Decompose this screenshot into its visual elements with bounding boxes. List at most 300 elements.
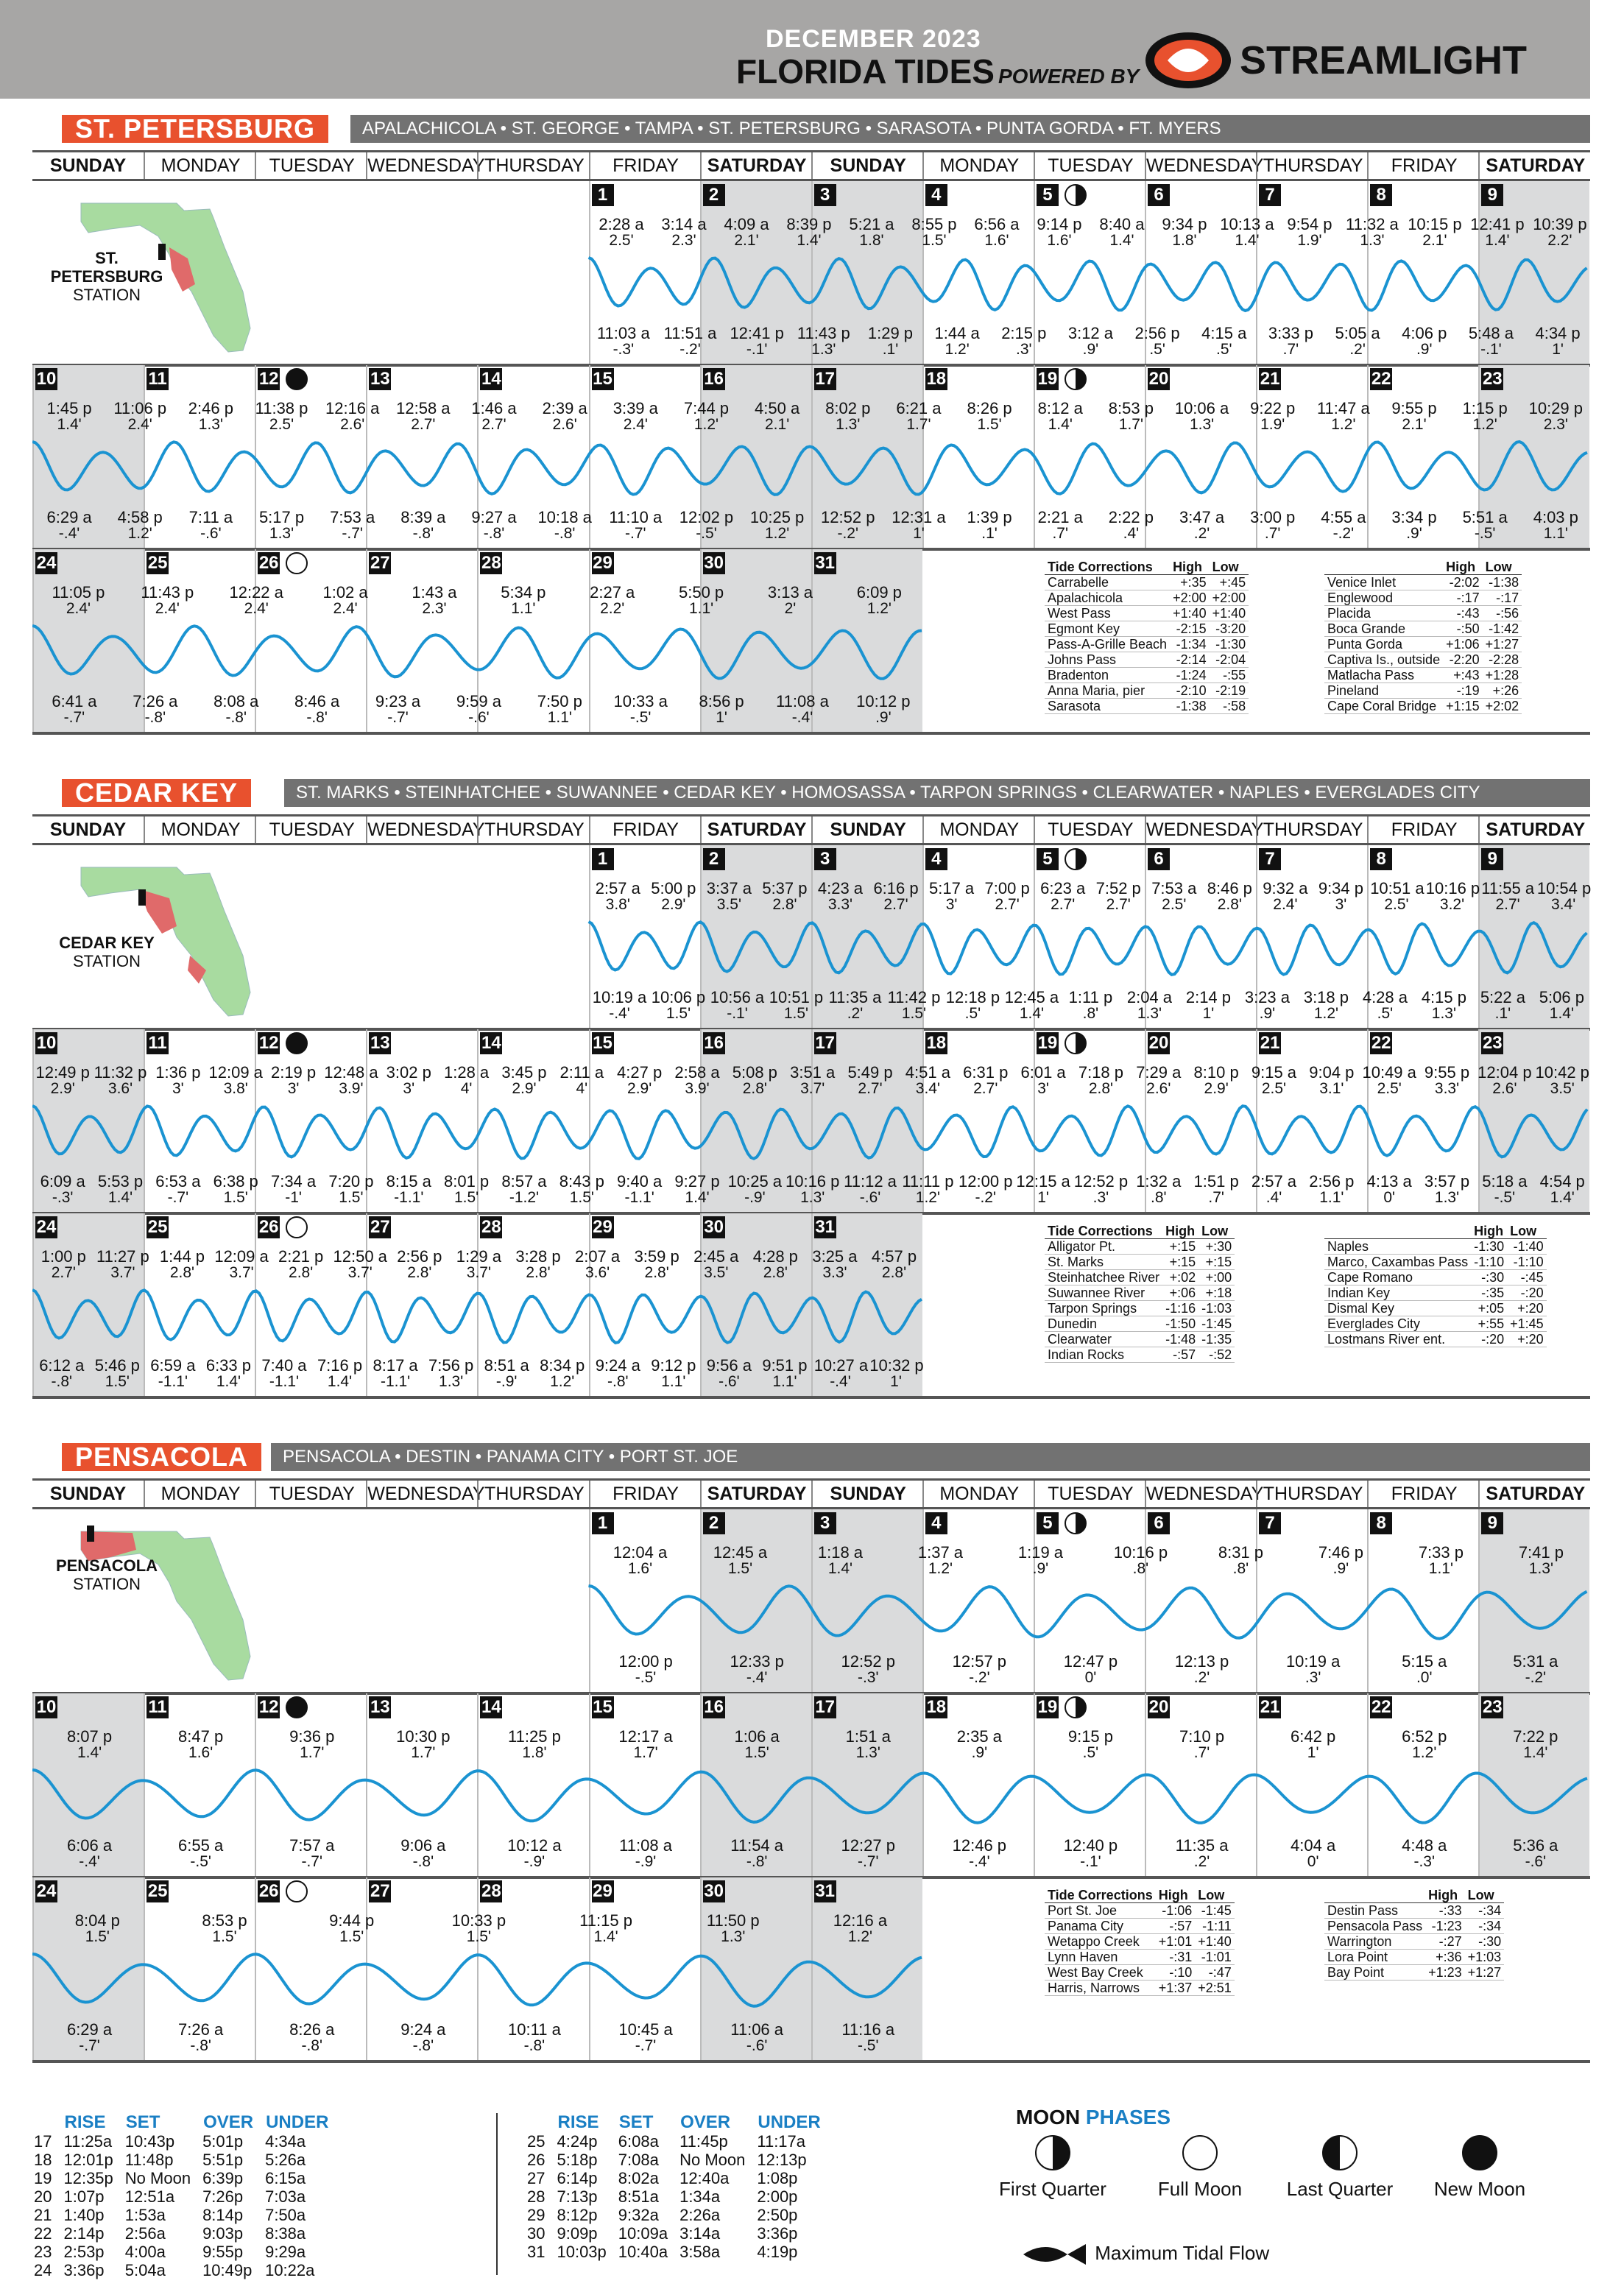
low-tide-label <box>389 509 457 542</box>
tide-time: 5:18 a <box>1482 1172 1528 1191</box>
tide-time: 1:44 a <box>934 324 980 342</box>
tide-height: 2.8' <box>169 1264 195 1281</box>
corrections-cell: Pineland <box>1324 683 1443 699</box>
tide-time: 12:48 a <box>324 1063 378 1082</box>
tide-height: -.7' <box>301 1853 322 1870</box>
high-tide-label <box>1380 401 1448 433</box>
corrections-cell: -2:19 <box>1210 683 1249 699</box>
tide-wave <box>32 442 1587 495</box>
tide-height: 2.2' <box>1547 232 1572 249</box>
tide-time: 5:15 a <box>1402 1652 1447 1671</box>
moon-table-row <box>34 2151 339 2168</box>
day-number: 3 <box>814 848 836 870</box>
tide-height: .9' <box>1332 1560 1349 1577</box>
day-number: 27 <box>370 1217 390 1237</box>
tide-height: 3.1' <box>1319 1080 1344 1097</box>
tide-time: 3:37 a <box>706 879 752 897</box>
high-tide-label <box>569 585 655 617</box>
low-tide-label <box>1148 1654 1256 1686</box>
tide-time: 1:02 a <box>322 583 368 602</box>
tide-corrections-table <box>1324 1224 1547 1347</box>
tide-height: 3.3' <box>827 896 853 913</box>
moon-table-cell: 6:15a <box>265 2169 306 2187</box>
tide-height: 1.5' <box>105 1373 130 1390</box>
day-number: 12 <box>258 1033 279 1053</box>
corrections-row <box>1324 1255 1547 1270</box>
tide-height: 1.1' <box>1319 1189 1344 1206</box>
tide-time: 11:43 p <box>141 583 194 602</box>
tide-height: 2.7' <box>411 416 436 433</box>
tide-time: 10:15 p <box>1408 215 1462 233</box>
high-tide-label <box>1426 881 1479 913</box>
tide-time: 11:32 p <box>93 1063 147 1082</box>
tide-height: .7' <box>1208 1189 1224 1206</box>
low-tide-label <box>1481 1838 1589 1870</box>
tide-height: 1.7' <box>300 1744 325 1761</box>
low-tide-label <box>460 509 528 542</box>
low-tide-label <box>1192 325 1256 358</box>
tide-height: 1.6' <box>1047 232 1072 249</box>
low-tide-label <box>886 990 942 1022</box>
tide-height: -.6' <box>468 709 490 726</box>
tide-height: 2.3' <box>671 232 696 249</box>
day-number: 31 <box>815 1881 836 1901</box>
tide-height: 3' <box>1335 896 1347 913</box>
tide-time: 11:55 a <box>1481 879 1535 897</box>
moon-table-cell: 10:43p <box>124 2132 175 2151</box>
low-tide-label <box>703 1838 811 1870</box>
tide-time: 9:55 p <box>1391 399 1437 417</box>
high-tide-label <box>592 1545 689 1577</box>
tide-time: 6:33 p <box>205 1356 251 1375</box>
tide-height: -.7' <box>79 2037 100 2054</box>
corrections-cell: +1:23 <box>1425 1965 1465 1981</box>
corrections-cell: Apalachicola <box>1045 590 1170 606</box>
tide-height: 1.8' <box>1172 232 1197 249</box>
tide-time: 7:53 a <box>1151 879 1197 897</box>
tide-time: 9:14 p <box>1037 215 1082 233</box>
low-tide-label <box>439 694 518 726</box>
tide-height: 2.8' <box>881 1264 907 1281</box>
tide-time: 6:41 a <box>52 692 97 710</box>
moon-table-cell: 6:08a <box>618 2132 659 2151</box>
high-tide-label <box>319 401 386 433</box>
tide-time: 9:51 p <box>762 1356 808 1375</box>
low-tide-label <box>1459 325 1523 358</box>
corrections-header: Low <box>1465 1888 1505 1903</box>
high-tide-label <box>369 1729 477 1761</box>
tide-height: 1.2' <box>1472 416 1497 433</box>
day-name: SATURDAY <box>1478 1481 1591 1507</box>
high-tide-label <box>554 1065 609 1097</box>
tide-time: 9:44 p <box>329 1911 375 1930</box>
tide-time: 7:18 p <box>1078 1063 1124 1082</box>
high-tide-label <box>814 1729 922 1761</box>
tide-height: .9' <box>1406 525 1422 542</box>
tide-height: .9' <box>1259 1005 1276 1022</box>
tide-time: 12:09 a <box>208 1063 263 1082</box>
tide-height: -.9' <box>495 1373 518 1390</box>
tide-height: 3.6' <box>585 1264 610 1281</box>
tide-height: 1' <box>890 1373 902 1390</box>
tide-height: 0' <box>1084 1669 1097 1686</box>
tide-height: 2.7' <box>858 1080 883 1097</box>
high-tide-label <box>1204 881 1257 913</box>
day-name: MONDAY <box>144 817 256 843</box>
tide-height: 2.8' <box>407 1264 432 1281</box>
tide-height: 2.5' <box>1377 1080 1402 1097</box>
high-tide-label <box>1154 216 1214 249</box>
tide-time: 4:55 a <box>1321 508 1366 526</box>
tide-height: .7' <box>1052 525 1068 542</box>
tide-height: 1.4' <box>107 1189 133 1206</box>
tide-height: -1.1' <box>158 1373 188 1390</box>
tide-time: 9:24 a <box>400 2020 446 2039</box>
tide-time: 8:43 p <box>559 1172 604 1191</box>
day-number: 28 <box>481 1881 501 1901</box>
tide-time: 9:23 a <box>375 692 421 710</box>
tide-time: 9:56 a <box>706 1356 752 1375</box>
tide-time: 8:53 p <box>202 1911 247 1930</box>
low-tide-label <box>592 2022 700 2054</box>
city-list: PENSACOLA • DESTIN • PANAMA CITY • PORT ST. JOE <box>271 1443 1590 1471</box>
corrections-row <box>1045 652 1249 668</box>
high-tide-label <box>1305 1065 1359 1097</box>
low-tide-label <box>1239 509 1307 542</box>
first-quarter-legend: First Quarter <box>986 2135 1119 2201</box>
tide-height: -.8' <box>51 1373 73 1390</box>
tide-height: 2.9' <box>627 1080 652 1097</box>
week-rule <box>32 732 1590 735</box>
high-tide-label <box>460 401 528 433</box>
tide-height: 2.8' <box>1217 896 1242 913</box>
corrections-cell: -2:20 <box>1443 652 1483 668</box>
day-number: 1 <box>592 848 614 870</box>
high-tide-label <box>1537 881 1590 913</box>
tide-time: 9:55 p <box>1424 1063 1470 1082</box>
corrections-cell: -3:20 <box>1210 621 1249 637</box>
moon-table-row <box>527 2151 831 2168</box>
corrections-row <box>1324 699 1522 714</box>
day-number: 30 <box>704 1217 724 1237</box>
moon-table-cell: 3:36p <box>757 2224 798 2243</box>
tide-time: 12:52 p <box>841 1652 895 1671</box>
tide-time: 5:17 a <box>928 879 975 897</box>
corrections-cell: -1:10 <box>1507 1255 1547 1270</box>
tide-time: 10:30 p <box>396 1727 451 1746</box>
corrections-cell: +:05 <box>1471 1301 1507 1316</box>
low-tide-label <box>1016 1174 1070 1206</box>
moon-table-cell: 4:19p <box>757 2243 798 2261</box>
week-row <box>32 1693 1590 1876</box>
tide-time: 6:31 p <box>963 1063 1009 1082</box>
corrections-cell: Boca Grande <box>1324 621 1443 637</box>
moon-table-cell: 7:50a <box>265 2206 306 2224</box>
high-tide-label <box>1405 216 1464 249</box>
low-tide-label <box>744 509 811 542</box>
high-tide-label <box>703 881 756 913</box>
tide-time: 10:29 p <box>1528 399 1583 417</box>
tide-height: -.2' <box>837 525 859 542</box>
tide-time: 12:57 p <box>952 1652 1007 1671</box>
tide-time: 12:02 p <box>679 508 734 526</box>
corrections-cell: -2:04 <box>1210 652 1249 668</box>
tide-height: -.8' <box>225 709 247 726</box>
tide-time: 6:06 a <box>66 1836 113 1855</box>
corrections-cell: -1:34 <box>1170 637 1210 652</box>
day-number: 16 <box>704 1697 724 1717</box>
day-number: 3 <box>814 1512 836 1534</box>
tide-time: 3:59 p <box>634 1247 679 1266</box>
moon-table-cell: 10:40a <box>618 2243 668 2261</box>
tide-time: 8:39 p <box>786 215 832 233</box>
high-tide-label <box>892 1545 989 1577</box>
day-number: 6 <box>1148 184 1170 206</box>
tide-height: 1.1' <box>661 1373 686 1390</box>
low-tide-label <box>258 1358 311 1390</box>
tide-time: 6:23 a <box>1040 879 1086 897</box>
tide-time: 11:32 a <box>1346 215 1399 233</box>
day-number: 6 <box>1148 848 1170 870</box>
corrections-cell: Everglades City <box>1324 1316 1471 1332</box>
tide-time: 11:05 p <box>52 583 105 602</box>
corrections-row <box>1045 1255 1235 1270</box>
corrections-cell: +1:40 <box>1195 1934 1235 1950</box>
day-number: 19 <box>1037 369 1058 389</box>
tide-height: -.4' <box>830 1373 851 1390</box>
day-number: 10 <box>36 1033 57 1053</box>
tide-height: -.6' <box>746 2037 768 2054</box>
corrections-cell: -1:45 <box>1195 1903 1235 1919</box>
tide-time: 5:34 p <box>501 583 546 602</box>
corrections-cell: +:45 <box>1210 575 1249 590</box>
low-tide-label <box>1259 1654 1367 1686</box>
tide-time: 12:04 p <box>1478 1063 1532 1082</box>
high-tide-label <box>814 881 867 913</box>
tide-height: 2.9' <box>1204 1080 1229 1097</box>
tide-height: -.8' <box>412 525 434 542</box>
day-header-row <box>32 814 1590 845</box>
tide-time: 11:35 a <box>1175 1836 1229 1855</box>
day-name: SUNDAY <box>49 155 127 176</box>
tide-height: 3.8' <box>223 1080 248 1097</box>
high-tide-label <box>213 1249 270 1281</box>
tide-height: 1.4' <box>1550 1189 1575 1206</box>
low-tide-label <box>592 1838 700 1870</box>
corrections-cell: Johns Pass <box>1045 652 1170 668</box>
low-tide-label <box>35 1838 144 1870</box>
moon-table-cell: 29 <box>527 2206 546 2224</box>
tide-time: 12:45 a <box>713 1543 768 1562</box>
corrections-cell: +:30 <box>1198 1239 1235 1255</box>
high-tide-label <box>1522 401 1589 433</box>
day-number: 8 <box>1370 848 1392 870</box>
high-tide-label <box>981 881 1034 913</box>
tide-time: 5:08 p <box>732 1063 777 1082</box>
corrections-cell: Egmont Key <box>1045 621 1170 637</box>
high-tide-label <box>1217 216 1277 249</box>
tide-time: 5:31 a <box>1513 1652 1558 1671</box>
tide-time: 12:00 p <box>618 1652 673 1671</box>
high-tide-label <box>146 1729 255 1761</box>
tide-time: 7:53 a <box>330 508 375 526</box>
day-number: 7 <box>1259 1512 1281 1534</box>
low-tide-label <box>197 694 275 726</box>
tide-time: 6:52 p <box>1402 1727 1447 1746</box>
tide-height: -.4' <box>58 525 80 542</box>
tide-height: 3.6' <box>107 1080 133 1097</box>
low-tide-label <box>1026 509 1094 542</box>
day-name: THURSDAY <box>1256 1481 1369 1507</box>
low-tide-label <box>1131 1174 1186 1206</box>
moon-table-cell: 1:07p <box>63 2187 105 2206</box>
tide-time: 5:21 a <box>849 215 894 233</box>
tide-time: 2:07 a <box>574 1247 621 1266</box>
day-number: 9 <box>1481 1512 1503 1534</box>
tide-time: 11:47 a <box>1316 399 1370 417</box>
tide-height: 1.5' <box>569 1189 594 1206</box>
low-tide-label <box>151 1174 205 1206</box>
tide-time: 8:01 p <box>444 1172 490 1191</box>
moon-table-cell: 2:50p <box>757 2206 798 2224</box>
high-tide-label <box>544 1913 668 1945</box>
high-tide-label <box>381 1065 436 1097</box>
moon-table-cell: 12:35p <box>63 2169 113 2187</box>
corrections-row <box>1324 590 1522 606</box>
corrections-row <box>1324 621 1522 637</box>
tide-height: 1.4' <box>1109 232 1134 249</box>
tide-height: 1.3' <box>855 1744 880 1761</box>
low-tide-label <box>703 1654 811 1686</box>
corrections-cell: -:34 <box>1465 1903 1505 1919</box>
brand-text: STREAMLIGHT <box>1240 38 1527 82</box>
high-tide-label <box>716 216 776 249</box>
day-number: 2 <box>703 1512 725 1534</box>
tide-height: 1' <box>1037 1189 1049 1206</box>
day-number: 24 <box>36 553 57 573</box>
tide-time: 6:59 a <box>150 1356 196 1375</box>
low-tide-label <box>727 1174 782 1206</box>
tide-time: 6:12 a <box>39 1356 85 1375</box>
moon-table-header: UNDER <box>266 2112 329 2132</box>
high-tide-label <box>658 585 744 617</box>
day-name: SATURDAY <box>700 152 813 179</box>
low-tide-label <box>359 694 437 726</box>
low-tide-label <box>1073 1174 1128 1206</box>
day-number: 28 <box>481 1217 501 1237</box>
high-tide-label <box>672 401 740 433</box>
tide-height: 2.7' <box>973 1080 998 1097</box>
tide-time: 9:40 a <box>617 1172 663 1191</box>
moon-table-cell: 7:08a <box>618 2151 659 2169</box>
corrections-cell: +:15 <box>1198 1255 1235 1270</box>
high-tide-label <box>1315 881 1368 913</box>
corrections-cell: -:17 <box>1483 590 1522 606</box>
corrections-cell: -1:50 <box>1162 1316 1198 1332</box>
tide-time: 2:57 a <box>595 879 640 897</box>
tide-time: 3:57 p <box>1424 1172 1470 1191</box>
low-tide-label <box>1062 990 1118 1022</box>
high-tide-label <box>1189 1065 1243 1097</box>
low-tide-label <box>1189 1174 1243 1206</box>
moon-phases-title: MOON PHASES <box>1016 2106 1171 2128</box>
moon-table-cell: 10:22a <box>265 2261 315 2279</box>
day-number: 25 <box>147 1217 168 1237</box>
day-number: 20 <box>1148 1697 1169 1717</box>
tide-height: 3.7' <box>347 1264 373 1281</box>
tide-time: 6:29 a <box>46 508 92 526</box>
high-tide-label <box>258 1729 366 1761</box>
day-number: 9 <box>1481 848 1503 870</box>
tide-time: 3:25 a <box>812 1247 858 1266</box>
tide-time: 11:10 a <box>609 508 663 526</box>
corrections-row <box>1045 575 1249 590</box>
tide-height: 2.7' <box>1495 896 1520 913</box>
day-number: 29 <box>593 1881 612 1901</box>
low-tide-label <box>612 1174 666 1206</box>
tide-height: 3.3' <box>822 1264 847 1281</box>
corrections-row <box>1324 1301 1547 1316</box>
tide-time: 7:26 a <box>178 2020 224 2039</box>
day-name: FRIDAY <box>589 817 702 843</box>
tide-height: -.3' <box>612 341 635 358</box>
tide-time: 12:18 p <box>945 988 1000 1006</box>
corrections-cell: Indian Rocks <box>1045 1347 1162 1363</box>
tide-time: 10:25 a <box>727 1172 783 1191</box>
moon-table-cell: 10:03p <box>557 2243 607 2261</box>
corrections-cell: +:35 <box>1170 575 1210 590</box>
day-number: 23 <box>1482 369 1503 389</box>
tide-height: 3.9' <box>339 1080 364 1097</box>
tide-height: .5' <box>1377 1005 1394 1022</box>
tide-time: 2:28 a <box>599 215 644 233</box>
tide-time: 8:10 p <box>1193 1063 1239 1082</box>
corrections-cell: -1:24 <box>1170 668 1210 683</box>
day-number: 15 <box>593 1697 612 1717</box>
tide-height: 2.4' <box>1273 896 1298 913</box>
tide-time: 5:49 p <box>847 1063 893 1082</box>
tide-time: 5:17 p <box>258 508 305 526</box>
low-tide-label <box>369 1358 422 1390</box>
moon-table-row <box>34 2225 339 2242</box>
tide-height: 1.9' <box>1297 232 1322 249</box>
moon-table-header <box>527 2113 555 2131</box>
day-number: 27 <box>370 1881 390 1901</box>
high-tide-label <box>247 401 315 433</box>
tide-height: -.4' <box>969 1853 990 1870</box>
tide-height: .7' <box>1193 1744 1210 1761</box>
low-tide-label <box>1121 990 1177 1022</box>
low-tide-label <box>1097 509 1165 542</box>
high-tide-label <box>779 216 839 249</box>
high-tide-label <box>213 585 300 617</box>
tide-height: -.8' <box>523 2037 546 2054</box>
tide-height: 2' <box>784 600 797 617</box>
corrections-header: High <box>1471 1224 1507 1239</box>
tide-time: 1:15 p <box>1462 399 1508 417</box>
day-number: 29 <box>593 1217 612 1237</box>
tide-time: 1:18 a <box>817 1543 864 1562</box>
tide-time: 8:31 p <box>1218 1543 1264 1562</box>
low-tide-label <box>202 1358 255 1390</box>
tide-height: .5' <box>1216 341 1232 358</box>
corrections-cell: -1:48 <box>1162 1332 1198 1347</box>
tide-time: 11:03 a <box>596 324 650 342</box>
day-number: 16 <box>704 1033 724 1053</box>
corrections-cell: -:43 <box>1443 606 1483 621</box>
low-tide-label <box>1326 325 1390 358</box>
tide-height: 2.1' <box>1402 416 1427 433</box>
